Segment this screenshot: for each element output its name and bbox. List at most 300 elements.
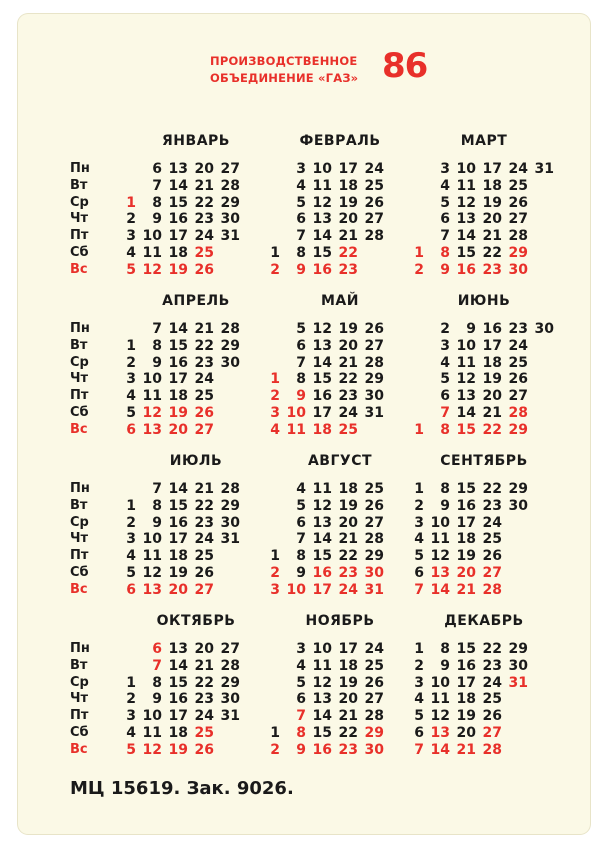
day-number: 14	[430, 581, 450, 598]
day-number: 30	[534, 321, 554, 337]
day-number: 15	[312, 548, 332, 565]
day-number: 20	[338, 514, 358, 531]
day-number: 5	[296, 497, 306, 514]
day-number: 10	[286, 581, 306, 598]
day-number: 12	[142, 261, 162, 278]
day-number: 4	[414, 531, 424, 548]
day-number: 14	[430, 741, 450, 758]
day-number: 24	[508, 337, 528, 354]
day-number: 4	[296, 481, 306, 497]
day-number: 26	[482, 708, 502, 725]
day-number: 15	[168, 497, 188, 514]
day-number: 12	[456, 194, 476, 211]
day-number: 28	[220, 177, 240, 194]
day-number: 15	[456, 245, 476, 261]
day-number: 8	[296, 371, 306, 388]
day-number: 4	[126, 245, 136, 261]
day-number: 8	[440, 421, 450, 438]
day-number: 9	[296, 261, 306, 278]
day-number: 27	[220, 641, 240, 657]
day-number: 25	[508, 177, 528, 194]
day-number: 1	[414, 245, 424, 261]
day-number: 19	[338, 674, 358, 691]
day-number: 1	[126, 194, 136, 211]
day-number: 5	[126, 405, 136, 421]
calendar-header	[210, 46, 470, 96]
day-number: 28	[364, 531, 384, 548]
weekday-label-2: Вт	[70, 177, 88, 193]
day-number: 30	[364, 388, 384, 405]
day-number: 24	[194, 371, 214, 388]
day-number: 3	[440, 337, 450, 354]
day-number: 8	[440, 245, 450, 261]
day-number: 7	[414, 741, 424, 758]
day-number: 24	[508, 161, 528, 177]
day-number: 3	[270, 405, 280, 421]
day-number: 20	[338, 211, 358, 228]
day-number: 10	[142, 708, 162, 725]
day-number: 23	[338, 565, 358, 581]
day-number: 12	[312, 674, 332, 691]
day-number: 11	[142, 725, 162, 741]
day-number: 28	[364, 228, 384, 245]
day-number: 17	[338, 641, 358, 657]
day-number: 25	[338, 421, 358, 438]
day-number: 12	[430, 708, 450, 725]
weekday-label-2: Вт	[70, 657, 88, 673]
day-number: 1	[270, 725, 280, 741]
day-number: 3	[270, 581, 280, 598]
weekday-label-1: Пн	[70, 641, 90, 656]
day-number: 23	[194, 211, 214, 228]
day-number: 21	[338, 228, 358, 245]
day-number: 13	[456, 211, 476, 228]
day-number: 25	[364, 481, 384, 497]
day-number: 29	[364, 548, 384, 565]
day-number: 21	[338, 354, 358, 371]
day-number: 27	[364, 337, 384, 354]
day-number: 26	[194, 565, 214, 581]
day-number: 15	[456, 481, 476, 497]
day-number: 30	[508, 261, 528, 278]
day-number: 16	[482, 321, 502, 337]
day-number: 20	[168, 421, 188, 438]
month-name: ДЕКАБРЬ	[444, 613, 524, 629]
day-number: 5	[126, 741, 136, 758]
day-number: 1	[270, 548, 280, 565]
day-number: 18	[168, 245, 188, 261]
day-number: 4	[126, 548, 136, 565]
weekday-label-1: Пн	[70, 321, 90, 336]
day-number: 8	[152, 194, 162, 211]
day-number: 31	[508, 674, 528, 691]
day-number: 4	[414, 691, 424, 708]
day-number: 19	[168, 261, 188, 278]
day-number: 9	[296, 741, 306, 758]
day-number: 12	[312, 194, 332, 211]
day-number: 3	[126, 371, 136, 388]
day-number: 11	[312, 177, 332, 194]
day-number: 2	[270, 565, 280, 581]
day-number: 18	[338, 481, 358, 497]
day-number: 23	[338, 388, 358, 405]
day-number: 29	[508, 245, 528, 261]
day-number: 24	[364, 161, 384, 177]
day-number: 17	[482, 337, 502, 354]
day-number: 9	[152, 354, 162, 371]
day-number: 28	[220, 321, 240, 337]
day-number: 17	[456, 674, 476, 691]
day-number: 5	[440, 371, 450, 388]
day-number: 11	[142, 388, 162, 405]
day-number: 26	[364, 497, 384, 514]
calendar-year: 86	[382, 46, 428, 86]
day-number: 11	[142, 548, 162, 565]
day-number: 5	[414, 548, 424, 565]
month-name: НОЯБРЬ	[305, 613, 375, 629]
day-number: 9	[152, 211, 162, 228]
day-number: 15	[168, 194, 188, 211]
day-number: 20	[338, 691, 358, 708]
day-number: 18	[312, 421, 332, 438]
day-number: 20	[482, 388, 502, 405]
day-number: 12	[312, 321, 332, 337]
day-number: 26	[364, 194, 384, 211]
day-number: 25	[194, 388, 214, 405]
day-number: 27	[364, 691, 384, 708]
day-number: 15	[456, 421, 476, 438]
day-number: 22	[338, 725, 358, 741]
day-number: 8	[440, 481, 450, 497]
day-number: 13	[312, 337, 332, 354]
day-number: 21	[194, 321, 214, 337]
day-number: 10	[142, 371, 162, 388]
day-number: 25	[194, 245, 214, 261]
weekday-label-1: Пн	[70, 481, 90, 496]
weekday-label-5: Пт	[70, 388, 89, 404]
day-number: 19	[456, 708, 476, 725]
day-number: 10	[456, 337, 476, 354]
day-number: 9	[296, 565, 306, 581]
print-code: МЦ 15619. Зак. 9026.	[70, 778, 294, 799]
day-number: 19	[482, 194, 502, 211]
day-number: 6	[296, 211, 306, 228]
day-number: 28	[220, 481, 240, 497]
day-number: 5	[126, 565, 136, 581]
day-number: 25	[482, 531, 502, 548]
day-number: 2	[126, 691, 136, 708]
day-number: 17	[456, 514, 476, 531]
day-number: 17	[338, 161, 358, 177]
day-number: 30	[364, 741, 384, 758]
day-number: 17	[482, 161, 502, 177]
day-number: 2	[126, 354, 136, 371]
day-number: 5	[296, 674, 306, 691]
day-number: 6	[126, 581, 136, 598]
day-number: 15	[168, 674, 188, 691]
weekday-label-6: Сб	[70, 245, 89, 260]
day-number: 23	[194, 354, 214, 371]
day-number: 22	[482, 245, 502, 261]
day-number: 21	[194, 481, 214, 497]
day-number: 25	[194, 725, 214, 741]
day-number: 21	[482, 405, 502, 421]
day-number: 23	[338, 261, 358, 278]
day-number: 11	[430, 531, 450, 548]
day-number: 17	[168, 708, 188, 725]
day-number: 3	[440, 161, 450, 177]
day-number: 21	[338, 708, 358, 725]
day-number: 27	[482, 725, 502, 741]
day-number: 14	[456, 405, 476, 421]
day-number: 6	[414, 565, 424, 581]
day-number: 26	[508, 371, 528, 388]
day-number: 11	[312, 657, 332, 674]
day-number: 16	[168, 691, 188, 708]
day-number: 31	[220, 708, 240, 725]
day-number: 23	[482, 657, 502, 674]
day-number: 31	[220, 531, 240, 548]
day-number: 24	[338, 581, 358, 598]
weekday-label-7: Вс	[70, 741, 88, 757]
day-number: 30	[364, 565, 384, 581]
weekday-label-7: Вс	[70, 581, 88, 597]
day-number: 29	[220, 337, 240, 354]
day-number: 6	[152, 161, 162, 177]
day-number: 29	[508, 421, 528, 438]
day-number: 2	[440, 321, 450, 337]
day-number: 18	[482, 354, 502, 371]
day-number: 18	[338, 177, 358, 194]
day-number: 14	[168, 481, 188, 497]
day-number: 27	[194, 581, 214, 598]
day-number: 11	[286, 421, 306, 438]
day-number: 13	[430, 565, 450, 581]
day-number: 1	[270, 371, 280, 388]
weekday-label-4: Чт	[70, 211, 89, 227]
day-number: 23	[194, 514, 214, 531]
day-number: 28	[220, 657, 240, 674]
day-number: 16	[456, 657, 476, 674]
day-number: 20	[194, 161, 214, 177]
month-name: ИЮНЬ	[457, 293, 511, 309]
day-number: 13	[312, 211, 332, 228]
day-number: 1	[270, 245, 280, 261]
weekday-label-5: Пт	[70, 548, 89, 564]
month-name: АПРЕЛЬ	[162, 293, 230, 309]
day-number: 3	[126, 531, 136, 548]
day-number: 14	[168, 321, 188, 337]
day-number: 8	[152, 674, 162, 691]
day-number: 4	[296, 177, 306, 194]
weekday-label-4: Чт	[70, 691, 89, 707]
day-number: 13	[168, 641, 188, 657]
day-number: 22	[194, 497, 214, 514]
day-number: 7	[296, 708, 306, 725]
day-number: 27	[220, 161, 240, 177]
day-number: 22	[482, 481, 502, 497]
day-number: 14	[168, 177, 188, 194]
weekday-label-2: Вт	[70, 337, 88, 353]
day-number: 14	[456, 228, 476, 245]
month-name: ОКТЯБРЬ	[156, 613, 236, 629]
day-number: 28	[482, 741, 502, 758]
day-number: 18	[168, 725, 188, 741]
day-number: 9	[296, 388, 306, 405]
month-name: ФЕВРАЛЬ	[299, 133, 381, 149]
day-number: 4	[126, 388, 136, 405]
day-number: 4	[440, 177, 450, 194]
day-number: 6	[296, 337, 306, 354]
day-number: 5	[440, 194, 450, 211]
month-name: АВГУСТ	[307, 453, 373, 469]
day-number: 28	[364, 708, 384, 725]
day-number: 23	[194, 691, 214, 708]
day-number: 3	[296, 641, 306, 657]
day-number: 17	[312, 405, 332, 421]
weekday-label-4: Чт	[70, 531, 89, 547]
day-number: 17	[168, 228, 188, 245]
day-number: 19	[168, 405, 188, 421]
day-number: 24	[482, 674, 502, 691]
day-number: 26	[364, 321, 384, 337]
day-number: 10	[286, 405, 306, 421]
weekday-label-3: Ср	[70, 514, 89, 530]
day-number: 26	[194, 405, 214, 421]
day-number: 22	[482, 421, 502, 438]
day-number: 24	[194, 228, 214, 245]
day-number: 20	[456, 725, 476, 741]
weekday-label-5: Пт	[70, 228, 89, 244]
day-number: 16	[312, 741, 332, 758]
weekday-label-7: Вс	[70, 421, 88, 437]
day-number: 9	[440, 497, 450, 514]
day-number: 2	[270, 741, 280, 758]
day-number: 21	[194, 657, 214, 674]
day-number: 28	[482, 581, 502, 598]
day-number: 29	[220, 497, 240, 514]
weekday-label-6: Сб	[70, 565, 89, 580]
day-number: 4	[270, 421, 280, 438]
day-number: 4	[440, 354, 450, 371]
weekday-label-6: Сб	[70, 725, 89, 740]
day-number: 28	[508, 405, 528, 421]
day-number: 8	[152, 497, 162, 514]
day-number: 15	[312, 371, 332, 388]
day-number: 2	[414, 497, 424, 514]
day-number: 13	[312, 514, 332, 531]
day-number: 25	[482, 691, 502, 708]
day-number: 21	[194, 177, 214, 194]
day-number: 3	[414, 674, 424, 691]
day-number: 7	[296, 531, 306, 548]
day-number: 20	[482, 211, 502, 228]
day-number: 29	[220, 674, 240, 691]
day-number: 20	[456, 565, 476, 581]
day-number: 7	[440, 405, 450, 421]
day-number: 6	[414, 725, 424, 741]
day-number: 3	[126, 708, 136, 725]
day-number: 8	[296, 245, 306, 261]
day-number: 1	[126, 497, 136, 514]
day-number: 18	[168, 388, 188, 405]
day-number: 1	[414, 481, 424, 497]
day-number: 1	[414, 421, 424, 438]
day-number: 2	[270, 261, 280, 278]
day-number: 18	[338, 657, 358, 674]
day-number: 30	[508, 657, 528, 674]
weekday-label-6: Сб	[70, 405, 89, 420]
day-number: 4	[126, 725, 136, 741]
day-number: 28	[508, 228, 528, 245]
day-number: 27	[508, 388, 528, 405]
day-number: 30	[220, 691, 240, 708]
day-number: 22	[194, 194, 214, 211]
day-number: 11	[456, 177, 476, 194]
day-number: 28	[364, 354, 384, 371]
day-number: 25	[364, 177, 384, 194]
day-number: 30	[220, 514, 240, 531]
weekday-label-4: Чт	[70, 371, 89, 387]
day-number: 18	[456, 691, 476, 708]
day-number: 13	[456, 388, 476, 405]
day-number: 7	[152, 657, 162, 674]
day-number: 26	[482, 548, 502, 565]
day-number: 27	[364, 211, 384, 228]
day-number: 5	[126, 261, 136, 278]
weekday-label-5: Пт	[70, 708, 89, 724]
day-number: 27	[364, 514, 384, 531]
day-number: 4	[296, 657, 306, 674]
day-number: 5	[296, 321, 306, 337]
day-number: 30	[220, 211, 240, 228]
day-number: 24	[338, 405, 358, 421]
day-number: 16	[168, 514, 188, 531]
day-number: 6	[152, 641, 162, 657]
day-number: 13	[168, 161, 188, 177]
day-number: 16	[312, 261, 332, 278]
day-number: 7	[296, 228, 306, 245]
weekday-label-3: Ср	[70, 674, 89, 690]
day-number: 19	[338, 321, 358, 337]
day-number: 6	[440, 211, 450, 228]
day-number: 9	[152, 691, 162, 708]
day-number: 9	[440, 261, 450, 278]
day-number: 9	[152, 514, 162, 531]
day-number: 25	[364, 657, 384, 674]
day-number: 7	[152, 321, 162, 337]
day-number: 23	[508, 321, 528, 337]
day-number: 11	[430, 691, 450, 708]
day-number: 10	[142, 531, 162, 548]
day-number: 11	[312, 481, 332, 497]
day-number: 31	[534, 161, 554, 177]
day-number: 14	[312, 531, 332, 548]
day-number: 16	[456, 261, 476, 278]
day-number: 22	[338, 548, 358, 565]
day-number: 19	[482, 371, 502, 388]
day-number: 8	[152, 337, 162, 354]
day-number: 10	[142, 228, 162, 245]
day-number: 24	[194, 531, 214, 548]
day-number: 7	[440, 228, 450, 245]
day-number: 15	[312, 725, 332, 741]
day-number: 16	[168, 354, 188, 371]
month-name: СЕНТЯБРЬ	[440, 453, 528, 469]
day-number: 13	[142, 581, 162, 598]
weekday-label-2: Вт	[70, 497, 88, 513]
day-number: 10	[312, 161, 332, 177]
